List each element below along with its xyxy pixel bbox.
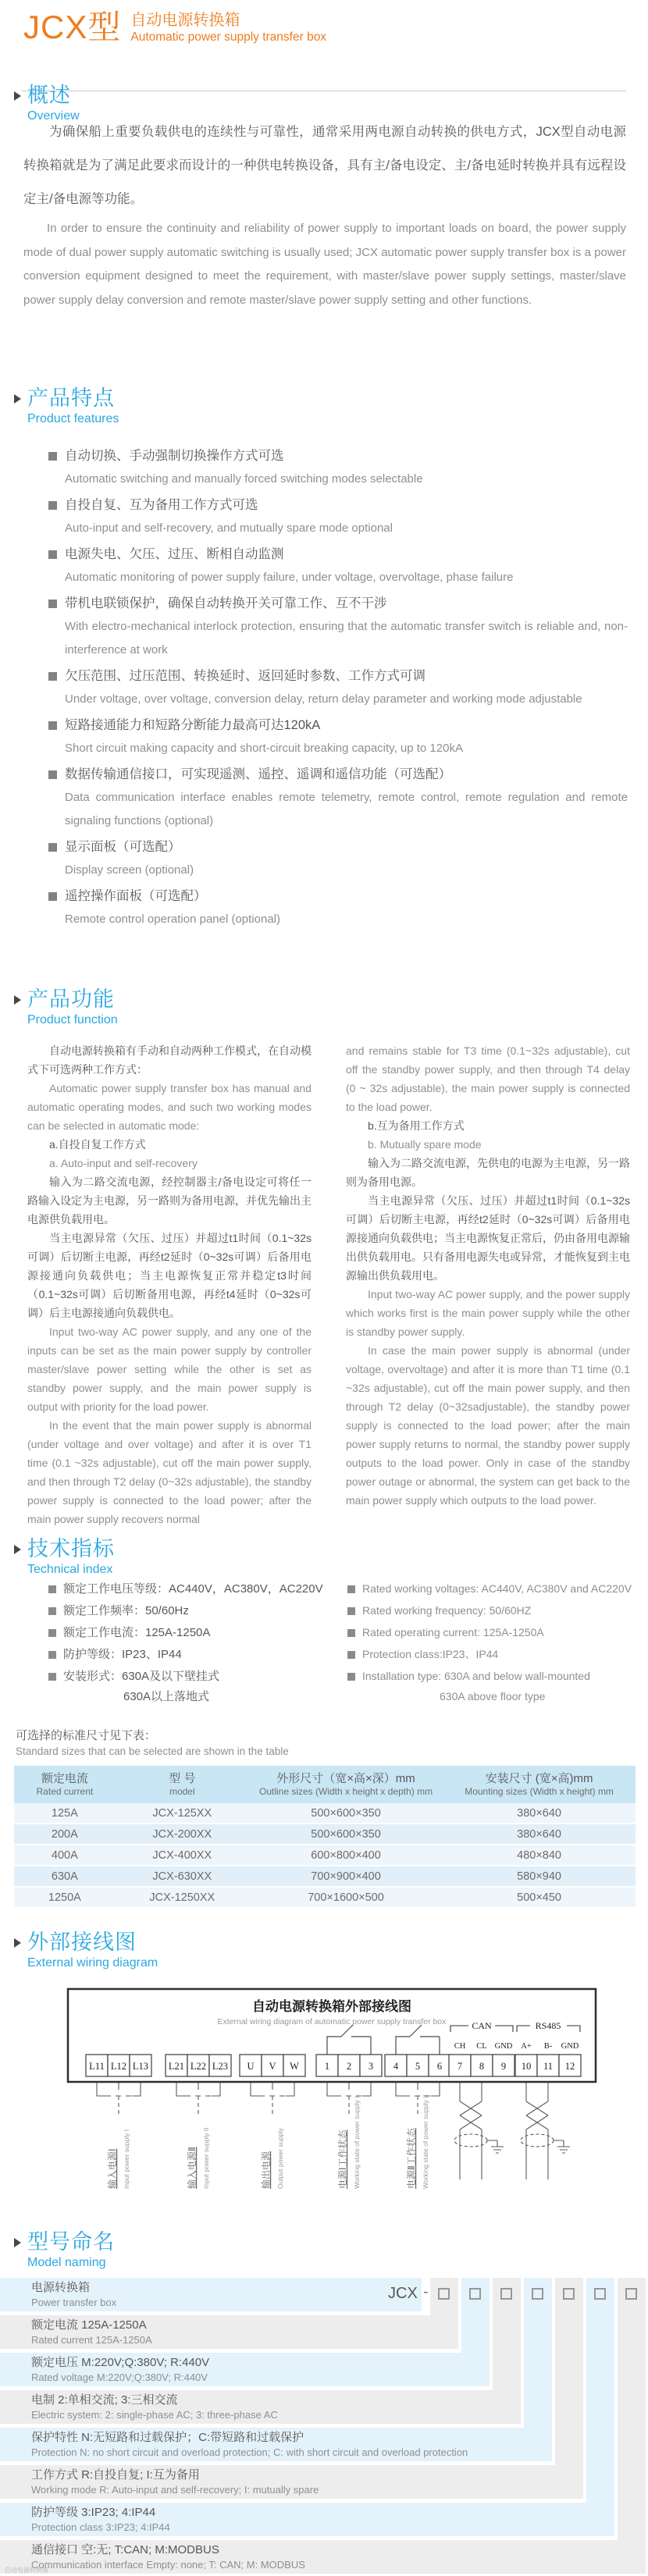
section-features-header: [14, 386, 119, 427]
ground-symbol: [487, 2140, 504, 2153]
square-bullet-icon: [48, 1585, 56, 1593]
feature-item-zh: 欠压范围、过压范围、转换延时、返回延时参数、工作方式可调: [48, 664, 628, 688]
wiring-diagram-title-zh: 自动电源转换箱外部接线图: [252, 1999, 411, 2014]
function-paragraph: a.自投自复工作方式: [49, 1138, 146, 1151]
svg-text:2: 2: [346, 2061, 352, 2072]
product-model: JCX型: [23, 9, 122, 45]
section-title-zh: 产品特点: [27, 386, 115, 410]
sizes-note-zh: 可选择的标准尺寸见下表：: [16, 1729, 157, 1742]
can-pin: CL: [476, 2042, 487, 2051]
function-paragraph: Input two-way AC power supply, and any one of the inputs can be set as the main power supply by controller master/slave power setting while the other is set as standby power supply, and the main power supply is output with priority for the load power.: [27, 1325, 312, 1413]
section-marker-icon: [14, 91, 21, 101]
table-row: 200A JCX-200XX 500×600×350 380×640: [14, 1824, 636, 1845]
square-bullet-icon: [48, 672, 57, 681]
svg-text:L12: L12: [110, 2061, 127, 2072]
group-label-en: Output power supply: [276, 2128, 284, 2189]
table-row: 400A JCX-400XX 600×800×400 480×840: [14, 1845, 636, 1866]
code-box-icon: [532, 2288, 543, 2300]
svg-text:9: 9: [500, 2061, 507, 2072]
can-pin: CH: [454, 2042, 466, 2051]
wiring-diagram-svg: [66, 1987, 597, 2231]
section-title-en: Product function: [27, 1013, 118, 1026]
feature-item-en: With electro-mechanical interlock protection, ensuring that the automatic transfer switch is reliable and, non-interference at work: [65, 620, 628, 656]
function-paragraph: 自动电源转换箱有手动和自动两种工作模式，在自动模式下可选两种工作方式：: [27, 1044, 312, 1076]
group-underbrackets: [97, 2083, 440, 2117]
square-bullet-icon: [48, 1629, 56, 1637]
svg-text:W: W: [290, 2061, 299, 2072]
sizes-note-en: Standard sizes that can be selected are shown in the table: [16, 1745, 289, 1757]
feature-item-en: Automatic switching and manually forced switching modes selectable: [65, 472, 423, 486]
svg-text:8: 8: [479, 2061, 485, 2072]
code-box-icon: [625, 2288, 637, 2300]
svg-text:10: 10: [521, 2061, 532, 2072]
overview-paragraph-zh: 为确保船上重要负载供电的连续性与可靠性，通常采用两电源自动转换的供电方式，JCX型自动电源转换箱就是为了满足此要求而设计的一种供电转换设备，具有主/备电设定、主/备电延时转换并具有远程设定主/备电源等功能。: [23, 125, 626, 206]
product-title-zh: 自动电源转换箱: [130, 12, 240, 29]
svg-text:3: 3: [368, 2061, 374, 2072]
product-banner: [23, 9, 326, 45]
footer-text: 自动电源转换箱: [5, 2567, 48, 2574]
feature-item-en: Under voltage, over voltage, conversion delay, return delay parameter and working mode adjustable: [65, 692, 582, 706]
code-box-icon: [563, 2288, 575, 2300]
function-paragraph: 当主电源异常（欠压、过压）并超过t1时间（0.1~32s可调）后切断主电源，再经t2延时（0~32s可调）后备用电源接通向负载供电；当主电源恢复正常并稳定t3时间（0.1~32s可调）后切断备用电源，再经t4延时（0~32s可调）后主电源接通向负载供电。: [27, 1232, 312, 1319]
square-bullet-icon: [48, 600, 57, 608]
group-label-zh: 电源Ⅰ工作状态: [337, 2129, 348, 2189]
tech-item-continuation: 630A以上落地式: [123, 1690, 210, 1703]
square-bullet-icon: [48, 843, 57, 852]
tech-item: Installation type: 630A and below wall-mounted: [347, 1669, 636, 1684]
feature-list: [48, 442, 628, 932]
can-pin: GND: [494, 2042, 513, 2051]
col-header-zh: 额定电流: [41, 1772, 88, 1785]
tech-item: 额定工作电流：125A-1250A: [48, 1625, 329, 1640]
section-title-en: External wiring diagram: [27, 1956, 158, 1969]
function-paragraph: In case the main power supply is abnormal (under voltage, overvoltage) and after it is more than T1 time (0.1 ~32s adjustable), cut off the main power supply, and then through T2 delay (0~32sadjustable), the standby power supply is connected to the load power; after the main power supply returns to normal, the standby power supply outputs to the load power. Only in case of the standby power outage or abnormal, the system can get back to the main power supply which outputs to the load power.: [346, 1344, 630, 1507]
naming-row: 电源转换箱 Power transfer box: [0, 2278, 422, 2311]
svg-text:7: 7: [457, 2061, 463, 2072]
group-label-zh: 输入电源Ⅰ: [107, 2148, 118, 2189]
col-header-en: Mounting sizes (Width x height) mm: [465, 1786, 614, 1797]
feature-item-zh: 带机电联锁保护，确保自动转换开关可靠工作、互不干涉: [48, 592, 628, 615]
tech-item: 额定工作频率：50/60Hz: [48, 1603, 329, 1618]
section-marker-icon: [14, 2238, 21, 2247]
wiring-diagram-title-en: External wiring diagram of automatic power supply transfer box: [217, 2017, 447, 2026]
model-naming-diagram: [0, 2275, 648, 2574]
function-paragraph: 当主电源异常（欠压、过压）并超过t1时间（0.1~32s可调）后切断主电源，再经t2延时（0~32s可调）后备用电源接通向负载供电；当主电源恢复正常后，仍由备用电源输出供负载用电。只有备用电源失电或异常，才能恢复到主电源输出供负载用电。: [346, 1194, 630, 1282]
square-bullet-icon: [48, 1673, 56, 1681]
square-bullet-icon: [48, 1607, 56, 1615]
tech-item: Rated operating current: 125A-1250A: [347, 1625, 636, 1640]
col-header-zh: 型 号: [169, 1772, 196, 1785]
feature-item-zh: 遥控操作面板（可选配）: [48, 884, 628, 908]
group-label-en: Input power supply II: [202, 2127, 210, 2189]
group-label-zh: 输入电源Ⅱ: [187, 2147, 198, 2189]
naming-row: 通信接口 空:无; T:CAN; M:MODBUS Communication interface Empty: none; T: CAN; M: MODBUS: [0, 2540, 646, 2574]
function-paragraph: and remains stable for T3 time (0.1~32s adjustable), cut off the standby power supply, and then through T4 delay (0 ~ 32s adjustable), the main power supply is connected to the load power.: [346, 1044, 630, 1113]
section-title-zh: 概述: [27, 84, 71, 107]
section-title-zh: 技术指标: [27, 1537, 115, 1560]
square-bullet-icon: [48, 770, 57, 779]
svg-text:V: V: [269, 2061, 276, 2072]
product-title-block: [130, 11, 326, 45]
section-title-en: Model naming: [27, 2256, 106, 2269]
feature-item-en: Auto-input and self-recovery, and mutually spare mode optional: [65, 521, 393, 535]
section-function-header: [14, 987, 118, 1028]
naming-row: 额定电流 125A-1250A Rated current 125A-1250A: [0, 2315, 458, 2349]
section-title-en: Product features: [27, 412, 119, 425]
rs485-pin: B-: [543, 2042, 553, 2051]
col-header-en: model: [169, 1786, 195, 1797]
feature-item-zh: 自动切换、手动强制切换操作方式可选: [48, 444, 628, 468]
section-tech-header: [14, 1536, 115, 1578]
ground-symbol: [554, 2140, 570, 2153]
rs485-label: RS485: [535, 2020, 561, 2031]
svg-text:1: 1: [324, 2061, 330, 2072]
group-label-en: Working state of power supply I: [353, 2096, 361, 2189]
tech-right-column: [347, 1582, 636, 1711]
square-bullet-icon: [347, 1651, 355, 1659]
col-header-en: Rated current: [36, 1786, 94, 1797]
table-row: 630A JCX-630XX 700×900×400 580×940: [14, 1866, 636, 1888]
feature-item-en: Display screen (optional): [65, 863, 194, 877]
section-wiring-header: [14, 1930, 158, 1971]
tech-item-continuation: 630A above floor type: [440, 1690, 546, 1703]
svg-text:L21: L21: [168, 2061, 185, 2072]
feature-item-zh: 自投自复、互为备用工作方式可选: [48, 493, 628, 517]
svg-text:6: 6: [436, 2061, 443, 2072]
function-paragraph: Input two-way AC power supply, and the power supply which works first is the main power supply while the other is standby power supply.: [346, 1288, 630, 1338]
section-marker-icon: [14, 1938, 21, 1948]
function-paragraph: Automatic power supply transfer box has manual and automatic operating modes, and such two working modes can be selected in automatic mode:: [27, 1082, 312, 1132]
rs485-pin: A+: [521, 2042, 532, 2051]
code-strip-7: [618, 2278, 646, 2574]
group-label-zh: 输出电源: [261, 2151, 272, 2189]
feature-item-en: Remote control operation panel (optional): [65, 913, 280, 926]
naming-row: 工作方式 R:自投自复; I:互为备用 Working mode R: Auto-input and self-recovery; I: mutually spare: [0, 2465, 583, 2499]
feature-item-zh: 数据传输通信接口，可实现遥测、遥控、遥调和遥信功能（可选配）: [48, 763, 628, 786]
svg-text:4: 4: [393, 2061, 399, 2072]
square-bullet-icon: [347, 1673, 355, 1681]
section-title-zh: 产品功能: [27, 987, 115, 1011]
code-box-icon: [438, 2288, 450, 2300]
svg-text:11: 11: [543, 2061, 554, 2072]
svg-text:L11: L11: [89, 2061, 105, 2072]
section-marker-icon: [14, 394, 21, 404]
square-bullet-icon: [48, 721, 57, 730]
square-bullet-icon: [347, 1629, 355, 1637]
model-dash: -: [423, 2283, 429, 2300]
product-title-en: Automatic power supply transfer box: [130, 30, 327, 44]
overview-paragraph-en: In order to ensure the continuity and reliability of power supply to important loads on board, the power supply mode of dual power supply automatic switching is usually used; JCX automatic power supply transfer box is a power conversion equipment designed to meet the requirement, with master/slave power supply settings, master/slave power supply delay conversion and remote master/slave power supply setting and other functions.: [23, 222, 626, 307]
square-bullet-icon: [347, 1585, 355, 1593]
naming-row: 额定电压 M:220V;Q:380V; R:440V Rated voltage M:220V;Q:380V; R:440V: [0, 2353, 490, 2386]
tech-item: Protection class:IP23、IP44: [347, 1647, 636, 1662]
section-title-en: Technical index: [27, 1563, 113, 1576]
code-box-icon: [469, 2288, 481, 2300]
section-naming-header: [14, 2229, 115, 2271]
tech-item: 防护等级：IP23、IP44: [48, 1647, 329, 1662]
svg-text:U: U: [247, 2061, 255, 2072]
tech-item: 安装形式：630A及以下壁挂式: [48, 1669, 329, 1684]
can-label: CAN: [472, 2020, 492, 2031]
table-row: 1250A JCX-1250XX 700×1600×500 500×450: [14, 1888, 636, 1909]
code-box-icon: [500, 2288, 512, 2300]
function-paragraph: In the event that the main power supply is abnormal (under voltage and over voltage) and after it is over T1 time (0.1 ~32s adjustable), cut off the main power supply, and then through T2 delay (0~32s adjustable), the standby power supply is connected to the load power; after the main power supply recovers normal: [27, 1419, 312, 1525]
function-left-column: [27, 1041, 312, 1528]
feature-item-zh: 电源失电、欠压、过压、断相自动监测: [48, 543, 628, 566]
feature-item-en: Data communication interface enables remote telemetry, remote control, remote regulation and remote signaling functions (optional): [65, 791, 628, 827]
sizes-table: [14, 1766, 636, 1909]
svg-text:L23: L23: [212, 2061, 229, 2072]
naming-row: 电制 2:单相交流; 3:三相交流 Electric system: 2: single-phase AC; 3: three-phase AC: [0, 2390, 521, 2424]
twisted-pair-cables: [454, 2083, 570, 2179]
square-bullet-icon: [48, 1651, 56, 1659]
square-bullet-icon: [48, 550, 57, 559]
function-paragraph: 输入为二路交流电源，先供电的电源为主电源，另一路则为备用电源。: [346, 1157, 630, 1188]
svg-text:L13: L13: [132, 2061, 149, 2072]
function-paragraph: 输入为二路交流电源，经控制器主/备电设定可将任一路输入设定为主电源，另一路则为备用电源，并优先输出主电源供负载用电。: [27, 1176, 312, 1226]
function-right-column: [346, 1041, 630, 1510]
rs485-pin: GND: [561, 2042, 579, 2051]
col-header-zh: 安装尺寸 (宽×高)mm: [485, 1772, 593, 1785]
group-label-zh: 电源Ⅱ工作状态: [406, 2128, 417, 2189]
function-paragraph: b. Mutually spare mode: [368, 1138, 482, 1151]
code-strip-6: [586, 2278, 614, 2536]
tech-item: Rated working voltages: AC440V, AC380V and AC220V: [347, 1582, 636, 1596]
model-prefix: JCX: [388, 2285, 418, 2302]
section-title-zh: 外部接线图: [27, 1930, 137, 1954]
tech-item: 额定工作电压等级：AC440V，AC380V，AC220V: [48, 1582, 329, 1596]
table-header-row: [14, 1766, 636, 1803]
tech-left-column: [48, 1582, 329, 1711]
function-paragraph: b.互为备用工作方式: [368, 1119, 465, 1132]
svg-text:L22: L22: [190, 2061, 207, 2072]
feature-item-en: Short circuit making capacity and short-circuit breaking capacity, up to 120kA: [65, 742, 463, 755]
naming-row: 防护等级 3:IP23; 4:IP44 Protection class 3:IP23; 4:IP44: [0, 2503, 614, 2536]
feature-item-zh: 显示面板（可选配）: [48, 835, 628, 859]
tech-item: Rated working frequency: 50/60HZ: [347, 1603, 636, 1618]
svg-text:5: 5: [415, 2061, 421, 2072]
group-label-en: Input power supply I: [123, 2129, 130, 2189]
svg-text:12: 12: [564, 2061, 575, 2072]
table-row: 125A JCX-125XX 500×600×350 380×640: [14, 1803, 636, 1824]
section-title-zh: 型号命名: [27, 2230, 115, 2254]
col-header-zh: 外形尺寸（宽×高×深）mm: [276, 1772, 415, 1785]
square-bullet-icon: [48, 892, 57, 901]
code-box-icon: [594, 2288, 606, 2300]
col-header-en: Outline sizes (Width x height x depth) mm: [258, 1786, 433, 1797]
square-bullet-icon: [48, 501, 57, 510]
section-marker-icon: [14, 995, 21, 1005]
square-bullet-icon: [347, 1607, 355, 1615]
square-bullet-icon: [48, 452, 57, 461]
section-title-en: Overview: [27, 109, 80, 123]
group-label-en: Working state of power supply II: [422, 2094, 429, 2189]
naming-row: 保护特性 N:无短路和过载保护；C:带短路和过载保护 Protection N: no short circuit and overload protection; C: with short circuit and overload protection: [0, 2428, 552, 2461]
feature-item-zh: 短路接通能力和短路分断能力最高可达120kA: [48, 713, 628, 737]
group-label-texts: [106, 2094, 429, 2189]
feature-item-en: Automatic monitoring of power supply failure, under voltage, overvoltage, phase failure: [65, 571, 514, 584]
section-marker-icon: [14, 1545, 21, 1554]
function-paragraph: a. Auto-input and self-recovery: [49, 1157, 198, 1169]
